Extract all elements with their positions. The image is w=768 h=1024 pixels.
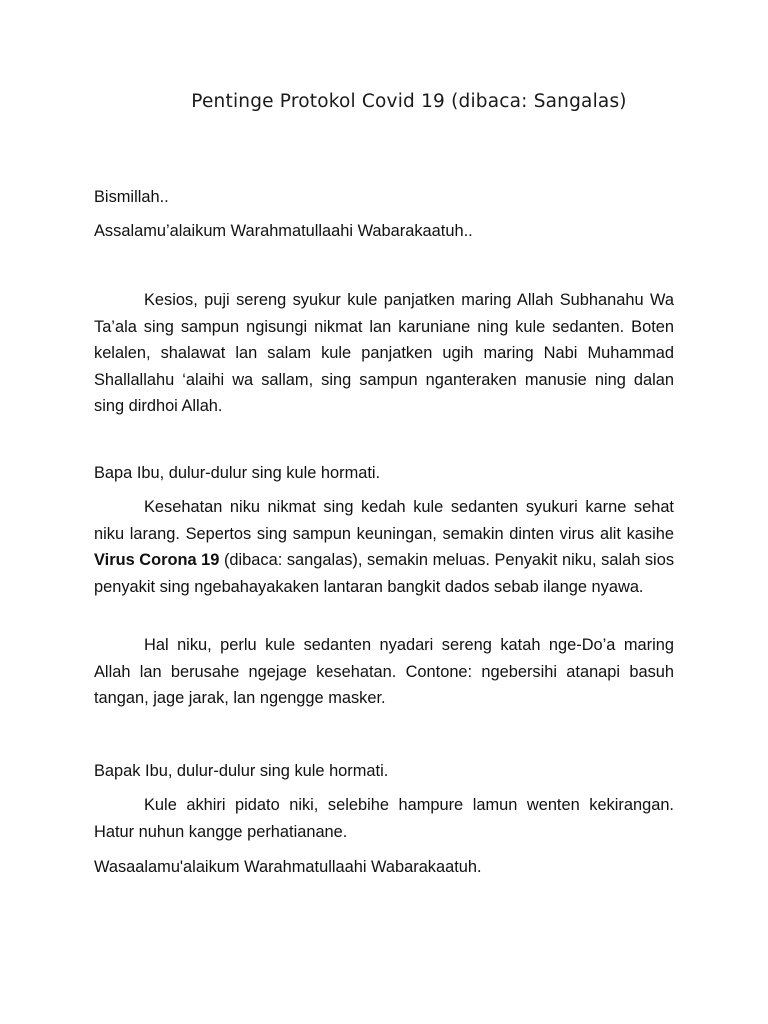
- opening-paragraph: Kesios, puji sereng syukur kule panjatken maring Allah Subhanahu Wa Ta’ala sing sampun ngisungi nikmat lan karuniane ning kule sedanten. Boten kelalen, shalawat lan salam kule panjatken ugih maring Nabi Muhammad Shallallahu ‘alaihi wa sallam, sing sampun nganteraken manusie ning dalan sing dirdhoi Allah.: [94, 291, 674, 415]
- document-title: Pentinge Protokol Covid 19 (dibaca: Sangalas): [191, 91, 627, 112]
- virus-name-bold: Virus Corona 19: [94, 551, 220, 569]
- health-paragraph-block: [94, 494, 674, 600]
- address-line-2: Bapak Ibu, dulur-dulur sing kule hormati.: [94, 762, 389, 780]
- prevention-paragraph: Hal niku, perlu kule sedanten nyadari sereng katah nge-Do’a maring Allah lan berusahe ngejage kesehatan. Contone: ngebersihi atanapi basuh tangan, jage jarak, lan ngengge masker.: [94, 636, 674, 707]
- address-1-block: [94, 460, 674, 487]
- closing-paragraph-block: [94, 792, 674, 845]
- health-paragraph-text-2: (dibaca: sangalas), semakin meluas. Penyakit niku, salah sios penyakit sing ngebahayakaken lantaran bangkit dados sebab ilange nyawa.: [94, 551, 675, 596]
- prevention-paragraph-block: [94, 632, 674, 712]
- closing-salam: Wasaalamu'alaikum Warahmatullaahi Wabarakaatuh.: [94, 858, 482, 876]
- greeting-salam: Assalamu’alaikum Warahmatullaahi Wabarakaatuh..: [94, 222, 473, 240]
- greeting-block: [94, 184, 674, 211]
- salam-block: [94, 218, 674, 245]
- opening-paragraph-block: [94, 287, 674, 420]
- closing-salam-block: [94, 854, 674, 881]
- closing-paragraph: Kule akhiri pidato niki, selebihe hampure lamun wenten kekirangan. Hatur nuhun kangge perhatianane.: [94, 796, 674, 841]
- health-paragraph: [94, 494, 674, 600]
- greeting-bismillah: Bismillah..: [94, 188, 169, 206]
- address-line-1: Bapa Ibu, dulur-dulur sing kule hormati.: [94, 464, 381, 482]
- health-paragraph-text-1: Kesehatan niku nikmat sing kedah kule sedanten syukuri karne sehat niku larang. Sepertos sing sampun keuningan, semakin dinten virus alit kasihe: [94, 498, 674, 543]
- address-2-block: [94, 758, 674, 785]
